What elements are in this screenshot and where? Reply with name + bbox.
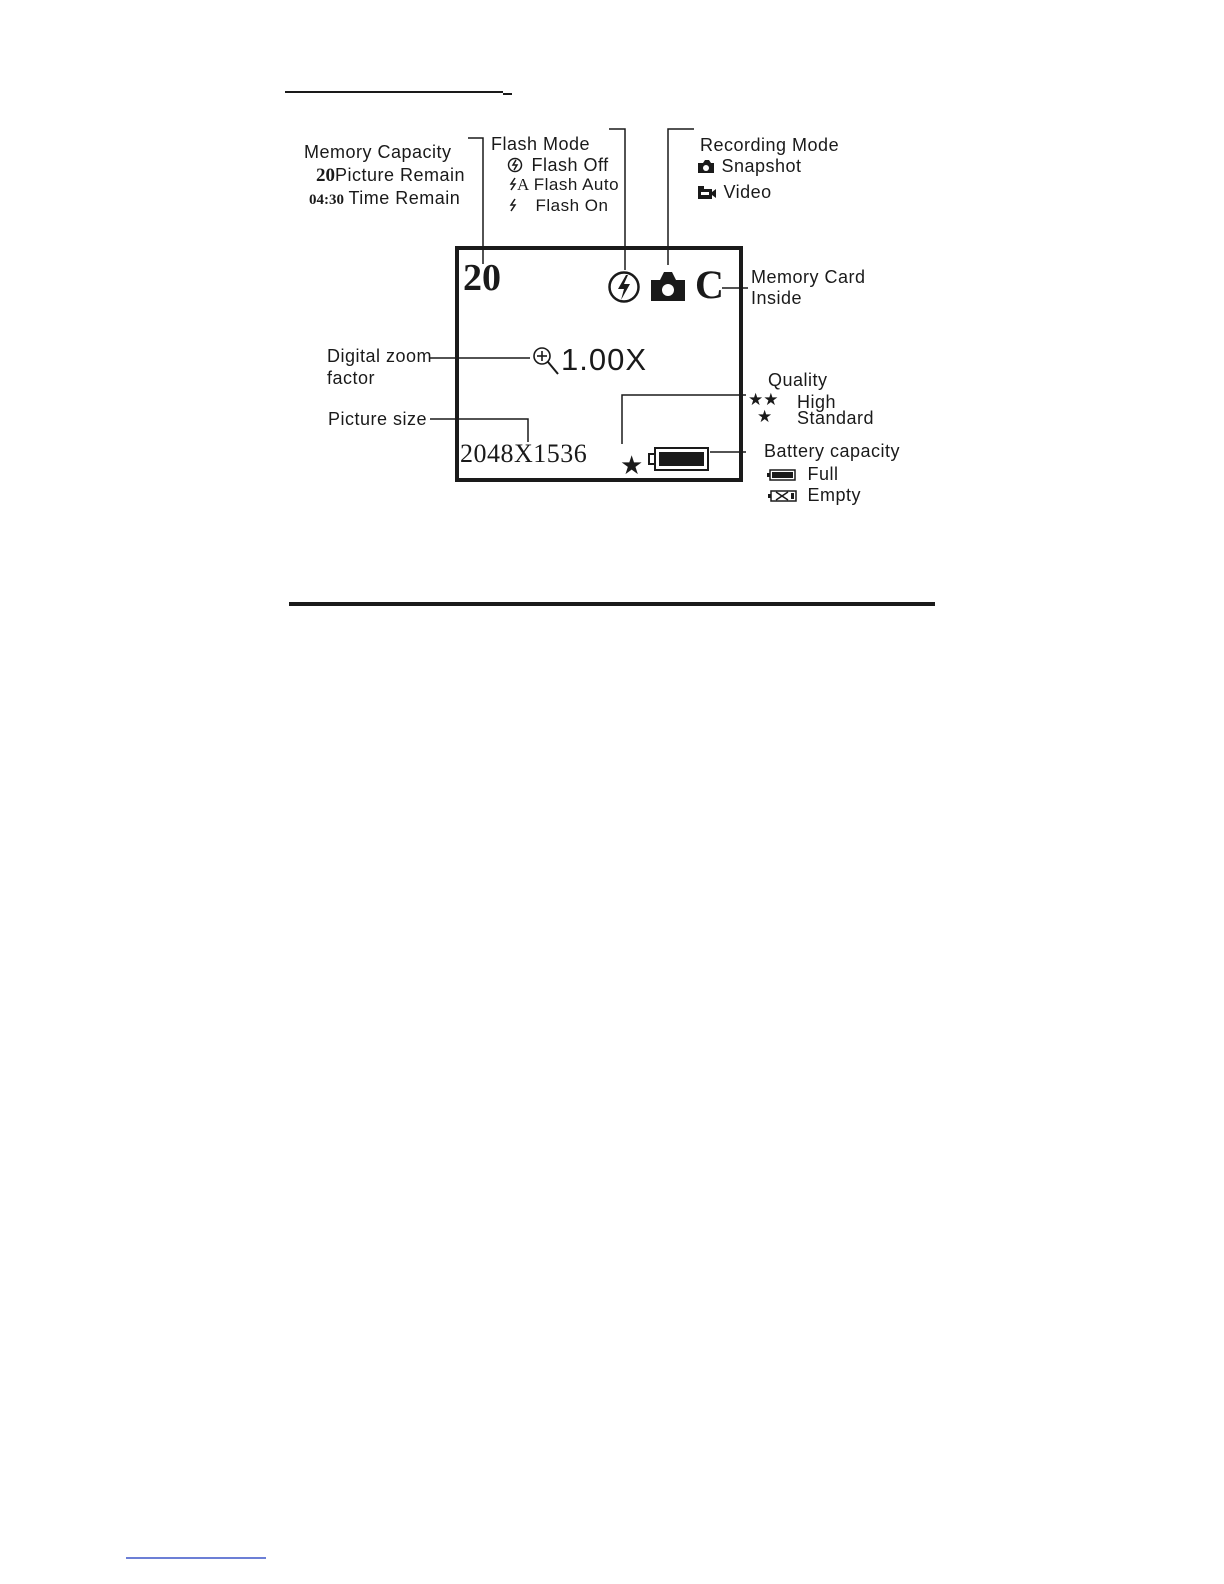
quality-standard-star: ★: [757, 407, 773, 426]
flash-auto-glyph: A: [517, 175, 530, 194]
quality-high-label: High: [797, 392, 837, 412]
battery-full-row: [767, 464, 838, 485]
screen-picture-count: 20: [463, 257, 501, 299]
flash-on-row: [509, 196, 608, 216]
digital-zoom-label-line1: Digital zoom: [327, 346, 433, 366]
screen-flash-off-icon: [607, 270, 641, 304]
screen-resolution: 2048X1536: [460, 439, 588, 468]
video-camera-icon: [697, 184, 717, 200]
flash-auto-label: Flash Auto: [533, 175, 620, 194]
screen-battery-icon: [648, 446, 710, 472]
flash-on-bolt-icon: [509, 198, 517, 212]
recording-mode-title: Recording Mode: [700, 135, 840, 155]
battery-capacity-title: Battery capacity: [764, 441, 901, 461]
memory-capacity-title: Memory Capacity: [304, 142, 452, 162]
video-row: [697, 182, 772, 203]
screen-camera-icon: [650, 270, 686, 302]
screen-zoom-value: 1.00X: [561, 342, 648, 377]
flash-auto-row: [509, 175, 619, 195]
battery-empty-icon: [768, 489, 798, 503]
flash-off-label: Flash Off: [531, 155, 609, 175]
quality-high-stars: ★★: [748, 390, 779, 409]
time-remain-row: [309, 188, 460, 209]
battery-full-icon: [767, 469, 797, 481]
time-value-sample: 04:30: [309, 192, 344, 208]
flash-off-row: [507, 155, 609, 176]
flash-mode-title: Flash Mode: [491, 134, 591, 154]
snapshot-row: [697, 156, 802, 177]
picture-remain-row: [316, 165, 465, 187]
screen-quality-star: ★: [620, 450, 644, 480]
flash-on-label: Flash On: [535, 196, 609, 215]
snapshot-label: Snapshot: [721, 156, 802, 176]
picture-count-sample: 20: [316, 165, 335, 186]
battery-empty-label: Empty: [807, 485, 861, 505]
screen-zoom-magnifier-icon: [532, 346, 560, 376]
memory-card-label-line1: Memory Card: [751, 267, 866, 287]
time-remain-label: Time Remain: [348, 188, 461, 208]
picture-remain-label: Picture Remain: [335, 165, 466, 185]
battery-empty-row: [768, 485, 861, 506]
video-label: Video: [723, 182, 772, 202]
flash-off-icon: [507, 157, 523, 173]
camera-icon: [697, 158, 715, 174]
quality-title: Quality: [768, 370, 828, 390]
screen-memory-card-letter: C: [695, 262, 724, 307]
digital-zoom-label-line2: factor: [327, 368, 376, 388]
battery-full-label: Full: [807, 464, 839, 484]
memory-card-label-line2: Inside: [751, 288, 803, 308]
picture-size-label: Picture size: [328, 409, 428, 429]
quality-standard-label: Standard: [797, 408, 875, 428]
flash-auto-bolt-icon: [509, 177, 517, 191]
